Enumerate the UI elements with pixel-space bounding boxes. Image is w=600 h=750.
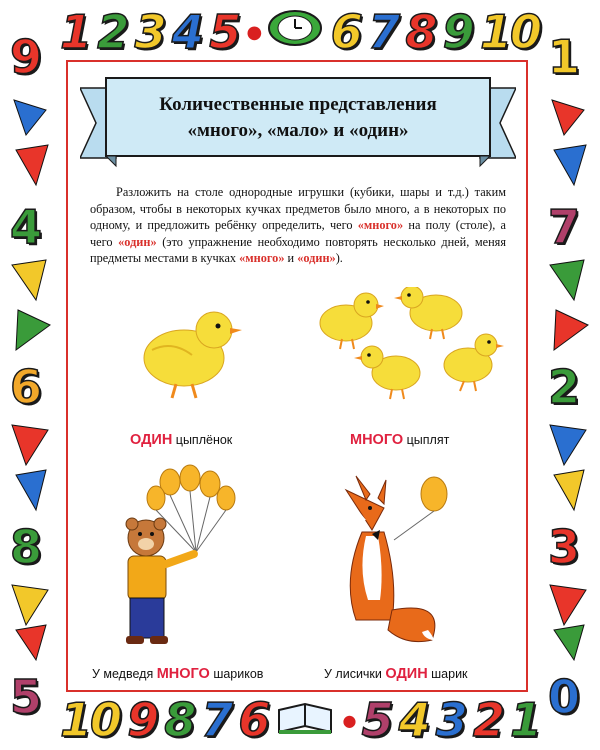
border-digit: 3 [435, 693, 466, 747]
border-digit: 2 [548, 360, 581, 414]
caption-fox [324, 666, 468, 682]
title-line-2: «много», «мало» и «один» [187, 120, 409, 141]
balloon-icon [394, 477, 447, 540]
keyword-one: «один» [118, 234, 157, 249]
bear-with-balloons-illustration [116, 464, 236, 654]
border-digit: 4 [171, 5, 202, 59]
many-chicks-illustration [308, 287, 508, 407]
border-digit: 6 [10, 360, 43, 414]
border-digit: 5 [361, 693, 392, 747]
border-digit: 3 [548, 520, 581, 574]
border-digit: 2 [97, 5, 128, 59]
balloon-icon [196, 471, 220, 552]
border-digit: 5 [209, 5, 240, 59]
caption-text: шарик [427, 667, 468, 681]
ladybug-icon: ● [342, 710, 355, 730]
border-digit: 0 [548, 670, 581, 724]
border-digit: 6 [330, 5, 361, 59]
border-digit: 4 [398, 693, 429, 747]
page-title [122, 92, 474, 144]
caption-text: У медведя [92, 667, 157, 681]
para-text: ). [335, 251, 343, 266]
caption-text: цыплёнок [172, 433, 233, 447]
chick-icon [354, 346, 420, 399]
border-digit: 5 [10, 670, 43, 724]
caption-keyword: ОДИН [130, 432, 173, 448]
top-number-row [60, 4, 540, 60]
caption-text: У лисички [324, 667, 386, 681]
border-digit: 8 [405, 5, 436, 59]
border-digit: 3 [134, 5, 165, 59]
border-digit: 8 [10, 520, 43, 574]
border-digit: 10 [60, 693, 121, 747]
bottom-number-row [60, 692, 540, 748]
caption-text: шариков [209, 667, 264, 681]
shapes-decoration [544, 575, 594, 665]
instruction-paragraph [90, 184, 506, 267]
border-digit: 8 [164, 693, 195, 747]
caption-bear [92, 666, 263, 682]
caption-keyword: МНОГО [350, 432, 404, 448]
caption-keyword: ОДИН [385, 666, 428, 682]
caption-many-chicks [350, 432, 449, 448]
left-number-column [6, 30, 56, 730]
border-digit: 7 [201, 693, 232, 747]
para-text: и [284, 251, 298, 266]
border-digit: 1 [60, 5, 91, 59]
balloon-icon [196, 486, 235, 552]
title-line-1: Количественные представления [159, 94, 437, 115]
border-digit: 7 [368, 5, 399, 59]
border-digit: 7 [548, 200, 581, 254]
border-digit: 9 [10, 30, 43, 84]
book-icon [275, 693, 335, 747]
right-number-column [544, 30, 594, 730]
ladybug-icon: ● [246, 21, 261, 43]
shapes-decoration [544, 415, 594, 515]
shapes-decoration [6, 575, 56, 665]
shapes-decoration [6, 415, 56, 515]
chick-icon [444, 334, 504, 391]
page-frame [66, 60, 528, 692]
shapes-decoration [544, 90, 594, 200]
caption-one-chick [130, 432, 232, 448]
para-text: Разложить на столе однородные игрушки (кубики, шары и т.д.) таким образом, чтобы в некоторых кучках предметов было много, а в некоторых по одному, и предложить ребёнку определить, чего [90, 185, 506, 233]
para-text: на полу (столе), а чего [90, 218, 506, 249]
border-digit: 1 [509, 693, 540, 747]
chick-icon [394, 287, 462, 339]
border-digit: 9 [442, 5, 473, 59]
border-digit: 10 [479, 5, 540, 59]
single-chick-illustration [132, 300, 242, 400]
border-digit: 9 [127, 693, 158, 747]
border-digit: 6 [238, 693, 269, 747]
shapes-decoration [6, 90, 56, 200]
clock-icon [267, 5, 323, 59]
keyword-many: «много» [357, 218, 404, 233]
keyword-many: «много» [239, 251, 285, 266]
fox-with-balloon-illustration [336, 470, 456, 650]
keyword-one: «один» [297, 251, 336, 266]
border-digit: 2 [472, 693, 503, 747]
chick-icon [320, 293, 384, 349]
caption-keyword: МНОГО [156, 666, 210, 682]
title-banner [80, 74, 516, 170]
border-digit: 1 [548, 30, 581, 84]
border-digit: 4 [10, 200, 43, 254]
shapes-decoration [544, 255, 594, 355]
caption-text: цыплят [403, 433, 450, 447]
shapes-decoration [6, 255, 56, 355]
para-text: (это упражнение необходимо повторять несколько дней, меняя предметы местами в кучках [90, 234, 506, 266]
